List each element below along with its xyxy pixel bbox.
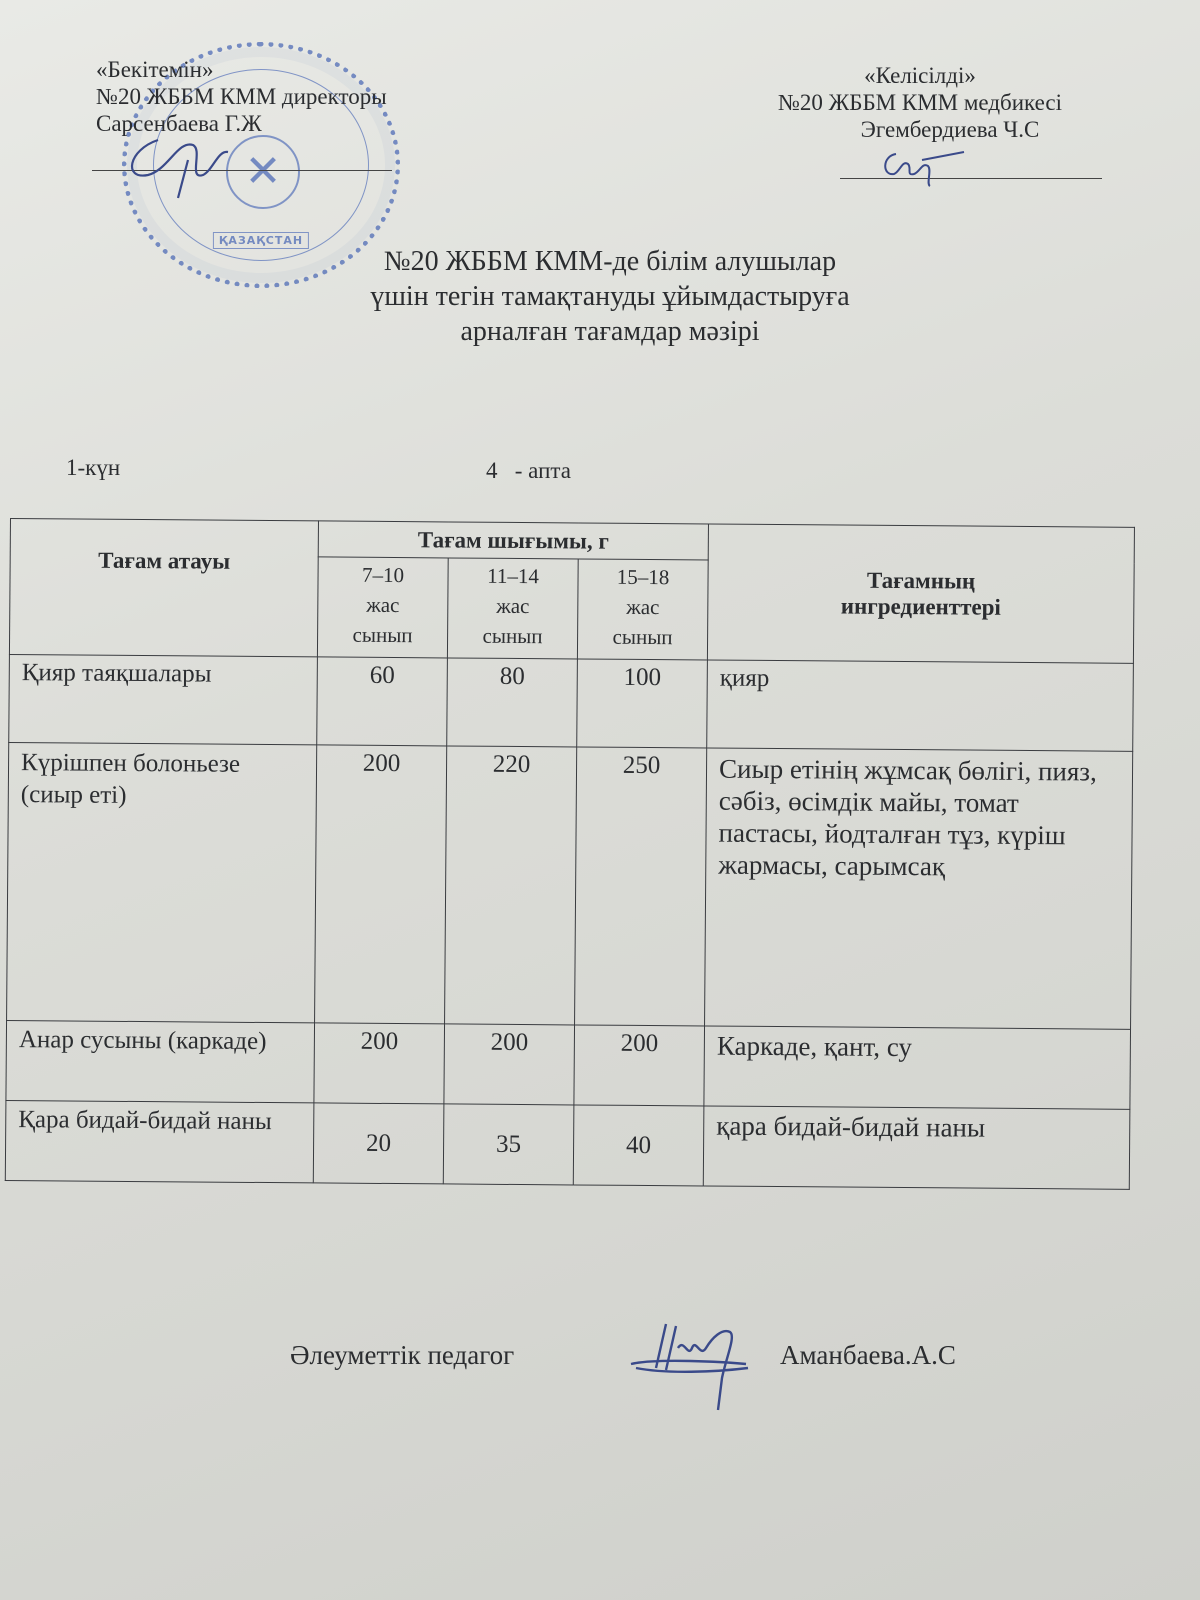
stamp-label: ҚАЗАҚСТАН	[213, 232, 309, 249]
header-age-7-10	[317, 557, 448, 658]
portion-7-10: 200	[314, 1023, 445, 1104]
ingredients: Сиыр етінің жұмсақ бөлігі, пияз, сәбіз, өсімдік майы, томат пастасы, йодталған тұз, күріш жармасы, сарымсақ	[705, 748, 1133, 1029]
social-pedagogue-signature	[626, 1318, 756, 1414]
portion-11-14: 220	[445, 746, 577, 1025]
age-range: 11–14	[487, 563, 540, 589]
header-dish-name: Тағам атауы	[9, 519, 318, 657]
title-line-3: арналған тағамдар мәзірі	[460, 316, 760, 347]
nurse-signature	[878, 146, 968, 188]
header-age-11-14	[447, 558, 578, 659]
age-range: 15–18	[616, 564, 670, 590]
portion-7-10: 60	[317, 657, 448, 746]
portion-11-14: 200	[444, 1024, 575, 1105]
title-line-1: №20 ЖББМ КММ-де білім алушылар	[383, 246, 837, 277]
age-unit: жас	[626, 594, 660, 620]
approval-label: «Бекітемін»	[96, 57, 214, 82]
approval-name: Сарсенбаева Г.Ж	[96, 111, 262, 136]
table-row	[9, 654, 1134, 751]
dish-name: Күрішпен болоньезе (сиыр еті)	[7, 742, 317, 1022]
footer-name: Аманбаева.А.С	[780, 1340, 956, 1370]
footer-role: Әлеуметтік педагог	[290, 1340, 515, 1370]
portion-7-10: 200	[315, 745, 447, 1024]
approval-position: №20 ЖББМ КММ директоры	[96, 84, 387, 109]
agreement-position: №20 ЖББМ КММ медбикесі	[777, 90, 1063, 115]
day-label: 1-күн	[66, 455, 121, 480]
age-type: сынып	[482, 623, 543, 649]
dish-name: Қияр таяқшалары	[9, 654, 318, 744]
table-row	[7, 742, 1133, 1029]
portion-15-18: 200	[574, 1025, 705, 1106]
header-ingredients-line-2: ингредиенттері	[840, 593, 1001, 620]
week-label: 4 - апта	[486, 458, 571, 483]
dish-name: Қара бидай-бидай наны	[5, 1100, 314, 1182]
age-unit: жас	[496, 593, 530, 619]
document-title	[220, 244, 1000, 349]
agreement-label: «Келісілді»	[864, 63, 976, 88]
age-type: сынып	[352, 622, 413, 648]
ingredients: қияр	[707, 660, 1134, 751]
ingredients: қара бидай-бидай наны	[703, 1106, 1130, 1189]
ingredients: Каркаде, қант, су	[704, 1026, 1131, 1109]
agreement-name: Эгембердиева Ч.С	[860, 117, 1040, 142]
age-unit: жас	[366, 592, 400, 618]
state-emblem-icon: ✕	[226, 135, 300, 209]
header-ingredients	[707, 524, 1134, 663]
header-output: Тағам шығымы, г	[318, 521, 708, 560]
portion-11-14: 80	[447, 658, 578, 747]
portion-15-18: 40	[573, 1105, 704, 1186]
dish-name: Анар сусыны (каркаде)	[6, 1020, 315, 1102]
director-signature	[118, 120, 248, 200]
menu-table	[5, 518, 1135, 1190]
header-age-15-18	[577, 559, 708, 660]
title-line-2: үшін тегін тамақтануды ұйымдастыруға	[370, 281, 850, 312]
age-type: сынып	[612, 624, 673, 650]
portion-15-18: 250	[575, 747, 707, 1026]
table-row	[6, 1020, 1131, 1109]
header-ingredients-line-1: Тағамның	[866, 567, 976, 594]
portion-11-14: 35	[443, 1104, 574, 1185]
table-row	[5, 1100, 1130, 1189]
portion-15-18: 100	[577, 659, 708, 748]
age-range: 7–10	[361, 562, 405, 588]
agreement-block	[720, 62, 1120, 143]
portion-7-10: 20	[313, 1103, 444, 1184]
